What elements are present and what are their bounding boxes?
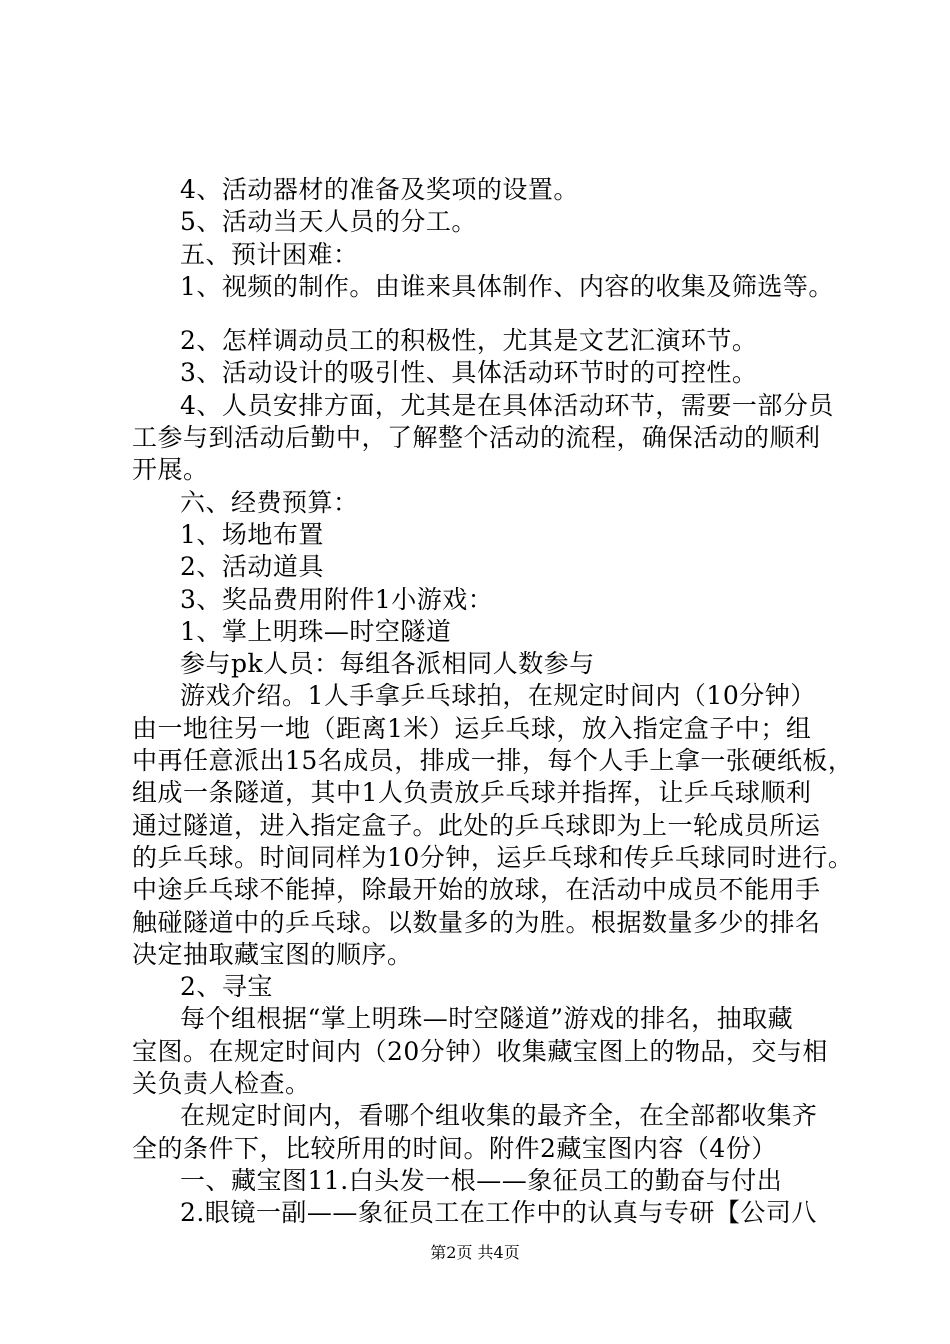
section-heading: 五、预计困难：: [180, 239, 359, 269]
paragraph-line: 1、掌上明珠—时空隧道: [180, 616, 452, 646]
paragraph-line: 5、活动当天人员的分工。: [180, 207, 477, 237]
paragraph-gap: [132, 303, 842, 325]
paragraph-line: 通过隧道，进入指定盒子。此处的乒乓球即为上一轮成员所运: [132, 810, 821, 840]
paragraph-line: 由一地往另一地（距离1米）运乒乓球，放入指定盒子中；组: [132, 713, 812, 743]
paragraph-line: 游戏介绍。1人手拿乒乓球拍，在规定时间内（10分钟）: [180, 681, 816, 711]
paragraph-line: 触碰隧道中的乒乓球。以数量多的为胜。根据数量多少的排名: [132, 907, 821, 937]
paragraph-line: 一、藏宝图11.白头发一根——象征员工的勤奋与付出: [180, 1165, 783, 1195]
paragraph-line: 3、奖品费用附件1小游戏：: [180, 584, 494, 614]
paragraph-line: 2、寻宝: [180, 972, 273, 1002]
paragraph-line: 4、人员安排方面，尤其是在具体活动环节，需要一部分员: [180, 390, 834, 420]
document-body: [132, 174, 854, 1230]
paragraph-line: 1、场地布置: [180, 519, 324, 549]
paragraph-line: 组成一条隧道，其中1人负责放乒乓球并指挥，让乒乓球顺利: [132, 778, 812, 808]
page-number-footer: 第2页 共4页: [430, 1243, 520, 1262]
paragraph-line: 每个组根据“掌上明珠—时空隧道”游戏的排名，抽取藏: [180, 1004, 794, 1034]
paragraph-line: 中再任意派出15名成员，排成一排，每个人手上拿一张硬纸板，: [132, 746, 854, 776]
paragraph-line: 1、视频的制作。由谁来具体制作、内容的收集及筛选等。: [180, 271, 834, 301]
paragraph-line: 2、活动道具: [180, 552, 324, 582]
paragraph-line: 决定抽取藏宝图的顺序。: [132, 939, 413, 969]
paragraph-line: 开展。: [132, 455, 209, 485]
paragraph-line: 参与pk人员：每组各派相同人数参与: [180, 649, 595, 679]
paragraph-line: 全的条件下，比较所用的时间。附件2藏宝图内容（4份）: [132, 1133, 777, 1163]
section-heading: 六、经费预算：: [180, 487, 359, 517]
paragraph-line: 的乒乓球。时间同样为10分钟，运乒乓球和传乒乓球同时进行。: [132, 842, 854, 872]
paragraph-line: 中途乒乓球不能掉，除最开始的放球，在活动中成员不能用手: [132, 875, 821, 905]
paragraph-line: 4、活动器材的准备及奖项的设置。: [180, 175, 579, 204]
paragraph-line: 宝图。在规定时间内（20分钟）收集藏宝图上的物品，交与相: [132, 1036, 828, 1066]
paragraph-line: 2.眼镜一副——象征员工在工作中的认真与专研【公司八: [180, 1198, 817, 1228]
paragraph-line: 在规定时间内，看哪个组收集的最齐全，在全部都收集齐: [180, 1101, 818, 1131]
paragraph-line: 3、活动设计的吸引性、具体活动环节时的可控性。: [180, 358, 758, 388]
paragraph-line: 关负责人检查。: [132, 1069, 311, 1099]
paragraph-line: 工参与到活动后勤中，了解整个活动的流程，确保活动的顺利: [132, 423, 821, 453]
paragraph-line: 2、怎样调动员工的积极性，尤其是文艺汇演环节。: [180, 326, 758, 356]
